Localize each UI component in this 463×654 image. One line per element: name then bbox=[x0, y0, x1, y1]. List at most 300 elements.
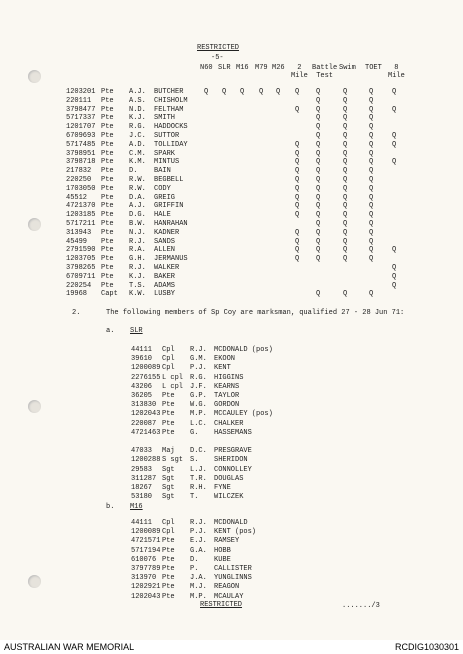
service-number: 3798718 bbox=[66, 158, 96, 167]
service-number: 220111 bbox=[66, 96, 92, 105]
surname: BAKER bbox=[154, 272, 176, 281]
rank: Pte bbox=[101, 105, 114, 114]
surname: MCDONALD bbox=[214, 519, 248, 527]
qualified-mark: Q bbox=[316, 96, 321, 105]
surname: KENT (pos) bbox=[214, 528, 257, 537]
classification-footer: RESTRICTED bbox=[200, 601, 243, 609]
rank: Pte bbox=[101, 158, 114, 167]
initials: D.G. bbox=[129, 211, 146, 220]
qualified-mark: Q bbox=[295, 149, 300, 158]
qualified-mark: Q bbox=[392, 140, 397, 149]
surname: SUTTOR bbox=[154, 132, 180, 140]
service-number: 2791590 bbox=[66, 246, 96, 255]
initials: P. bbox=[190, 565, 199, 573]
archive-name: AUSTRALIAN WAR MEMORIAL bbox=[4, 642, 135, 652]
service-number: 5717337 bbox=[66, 114, 96, 123]
initials: W.G. bbox=[190, 401, 207, 410]
qualified-mark: Q bbox=[316, 167, 321, 176]
surname: GREIG bbox=[154, 193, 176, 202]
surname: RAMSEY bbox=[214, 537, 240, 546]
qualified-mark: Q bbox=[369, 123, 374, 132]
rank: Pte bbox=[162, 546, 175, 555]
qualified-mark: Q bbox=[316, 114, 321, 123]
surname: WILCZEK bbox=[214, 493, 244, 502]
qualified-mark: Q bbox=[259, 88, 264, 96]
punch-hole bbox=[28, 70, 41, 83]
rank: Pte bbox=[101, 272, 114, 281]
qualified-mark: Q bbox=[369, 176, 374, 184]
qualified-mark: Q bbox=[343, 149, 348, 158]
rank: Pte bbox=[101, 255, 114, 264]
qualified-mark: Q bbox=[276, 88, 281, 96]
qualified-mark: Q bbox=[392, 132, 397, 140]
surname: SHERIDON bbox=[214, 456, 248, 465]
qualified-mark: Q bbox=[316, 228, 321, 237]
initials: L.C. bbox=[190, 419, 207, 428]
surname: HASSEMANS bbox=[214, 428, 252, 437]
qualified-mark: Q bbox=[316, 184, 321, 193]
qualified-mark: Q bbox=[343, 290, 348, 299]
qualified-mark: Q bbox=[369, 140, 374, 149]
service-number: 44111 bbox=[131, 519, 153, 527]
surname: HOBB bbox=[214, 546, 231, 555]
rank: Pte bbox=[162, 401, 175, 410]
archive-footer bbox=[0, 640, 463, 654]
qualified-mark: Q bbox=[369, 237, 374, 246]
initials: A.S. bbox=[129, 96, 146, 105]
rank: Pte bbox=[101, 193, 114, 202]
qualified-mark: Q bbox=[295, 202, 300, 211]
initials: G.P. bbox=[190, 392, 207, 400]
service-number: 1200089 bbox=[131, 528, 161, 537]
rank: Sgt bbox=[162, 493, 175, 502]
rank: Pte bbox=[101, 281, 114, 290]
rank: Sgt bbox=[162, 465, 175, 474]
qualified-mark: Q bbox=[369, 88, 374, 96]
service-number: 1200288 bbox=[131, 456, 161, 465]
service-number: 220087 bbox=[131, 419, 157, 428]
rank: L cpl bbox=[162, 382, 184, 391]
initials: R.G. bbox=[190, 373, 207, 382]
service-number: 5717211 bbox=[66, 220, 96, 228]
qualified-mark: Q bbox=[316, 193, 321, 202]
surname: CHALKER bbox=[214, 419, 244, 428]
qualified-mark: Q bbox=[343, 246, 348, 255]
qualified-mark: Q bbox=[343, 211, 348, 220]
initials: A.D. bbox=[129, 140, 146, 149]
surname: HIGGINS bbox=[214, 373, 244, 382]
qualified-mark: Q bbox=[392, 105, 397, 114]
service-number: 1703050 bbox=[66, 184, 96, 193]
rank: Maj bbox=[162, 447, 175, 456]
initials: N.J. bbox=[129, 228, 146, 237]
qualified-mark: Q bbox=[240, 88, 245, 96]
surname: FYNE bbox=[214, 484, 231, 492]
qualified-mark: Q bbox=[343, 96, 348, 105]
surname: CODY bbox=[154, 184, 171, 193]
column-header: 2 Mile bbox=[291, 64, 308, 80]
rank: Pte bbox=[101, 264, 114, 272]
initials: P.J. bbox=[190, 364, 207, 373]
qualified-mark: Q bbox=[369, 202, 374, 211]
surname: BAIN bbox=[154, 167, 171, 176]
surname: TAYLOR bbox=[214, 392, 240, 400]
qualified-mark: Q bbox=[295, 176, 300, 184]
initials: C.M. bbox=[129, 149, 146, 158]
surname: CALLISTER bbox=[214, 565, 252, 573]
rank: Cpl bbox=[162, 364, 175, 373]
rank: Sgt bbox=[162, 474, 175, 483]
qualified-mark: Q bbox=[343, 176, 348, 184]
surname: HADDOCKS bbox=[154, 123, 188, 132]
initials: R.J. bbox=[129, 237, 146, 246]
qualified-mark: Q bbox=[316, 237, 321, 246]
surname: BUTCHER bbox=[154, 88, 184, 96]
column-header: TOET bbox=[365, 64, 382, 72]
service-number: 1202043 bbox=[131, 410, 161, 419]
qualified-mark: Q bbox=[316, 211, 321, 220]
qualified-mark: Q bbox=[369, 193, 374, 202]
initials: M.P. bbox=[190, 592, 207, 601]
page-number: -5- bbox=[211, 54, 224, 62]
service-number: 6709693 bbox=[66, 132, 96, 140]
qualified-mark: Q bbox=[204, 88, 209, 96]
initials: R.A. bbox=[129, 246, 146, 255]
service-number: 313943 bbox=[66, 228, 92, 237]
surname: KEARNS bbox=[214, 382, 240, 391]
qualified-mark: Q bbox=[316, 149, 321, 158]
qualified-mark: Q bbox=[369, 105, 374, 114]
service-number: 3798951 bbox=[66, 149, 96, 158]
qualified-mark: Q bbox=[295, 211, 300, 220]
service-number: 6709711 bbox=[66, 272, 96, 281]
initials: D.A. bbox=[129, 193, 146, 202]
qualified-mark: Q bbox=[392, 158, 397, 167]
qualified-mark: Q bbox=[343, 202, 348, 211]
qualified-mark: Q bbox=[222, 88, 227, 96]
surname: CONNOLLEY bbox=[214, 465, 252, 474]
qualified-mark: Q bbox=[316, 105, 321, 114]
surname: SMITH bbox=[154, 114, 176, 123]
qualified-mark: Q bbox=[343, 114, 348, 123]
service-number: 36205 bbox=[131, 392, 153, 400]
para-number: 2. bbox=[72, 309, 81, 317]
service-number: 217832 bbox=[66, 167, 92, 176]
rank: Pte bbox=[162, 392, 175, 400]
initials: L.J. bbox=[190, 465, 207, 474]
service-number: 311287 bbox=[131, 474, 157, 483]
initials: G. bbox=[190, 428, 199, 437]
qualified-mark: Q bbox=[295, 167, 300, 176]
qualified-mark: Q bbox=[392, 246, 397, 255]
surname: ALLEN bbox=[154, 246, 176, 255]
qualified-mark: Q bbox=[343, 105, 348, 114]
service-number: 313830 bbox=[131, 401, 157, 410]
initials: K.J. bbox=[129, 272, 146, 281]
qualified-mark: Q bbox=[369, 220, 374, 228]
surname: DOUGLAS bbox=[214, 474, 244, 483]
rank: Pte bbox=[101, 88, 114, 96]
qualified-mark: Q bbox=[369, 228, 374, 237]
qualified-mark: Q bbox=[369, 290, 374, 299]
initials: D.C. bbox=[190, 447, 207, 456]
initials: T. bbox=[190, 493, 199, 502]
rank: Cpl bbox=[162, 519, 175, 527]
initials: R.J. bbox=[129, 264, 146, 272]
surname: MCDONALD (pos) bbox=[214, 346, 273, 354]
service-number: 2276155 bbox=[131, 373, 161, 382]
qualified-mark: Q bbox=[343, 237, 348, 246]
surname: ADAMS bbox=[154, 281, 176, 290]
qualified-mark: Q bbox=[369, 149, 374, 158]
qualified-mark: Q bbox=[343, 132, 348, 140]
rank: Pte bbox=[162, 419, 175, 428]
service-number: 1201707 bbox=[66, 123, 96, 132]
initials: A.J. bbox=[129, 88, 146, 96]
qualified-mark: Q bbox=[316, 176, 321, 184]
qualified-mark: Q bbox=[295, 184, 300, 193]
qualified-mark: Q bbox=[316, 220, 321, 228]
service-number: 39610 bbox=[131, 355, 153, 364]
section-b-title: M16 bbox=[130, 503, 143, 511]
qualified-mark: Q bbox=[343, 140, 348, 149]
qualified-mark: Q bbox=[343, 167, 348, 176]
rank: Capt bbox=[101, 290, 118, 299]
surname: GRIFFIN bbox=[154, 202, 184, 211]
qualified-mark: Q bbox=[369, 255, 374, 264]
punch-hole bbox=[28, 218, 41, 231]
qualified-mark: Q bbox=[343, 193, 348, 202]
qualified-mark: Q bbox=[369, 211, 374, 220]
rank: Pte bbox=[101, 176, 114, 184]
rank: Pte bbox=[162, 428, 175, 437]
rank: S sgt bbox=[162, 456, 184, 465]
rank: Sgt bbox=[162, 484, 175, 492]
rank: Pte bbox=[162, 592, 175, 601]
rank: Pte bbox=[162, 574, 175, 583]
qualified-mark: Q bbox=[369, 167, 374, 176]
initials: K.M. bbox=[129, 158, 146, 167]
rank: Pte bbox=[101, 96, 114, 105]
service-number: 18267 bbox=[131, 484, 153, 492]
initials: M.P. bbox=[190, 410, 207, 419]
qualified-mark: Q bbox=[369, 158, 374, 167]
service-number: 610076 bbox=[131, 555, 157, 564]
service-number: 19968 bbox=[66, 290, 88, 299]
surname: JERMANUS bbox=[154, 255, 188, 264]
rank: Cpl bbox=[162, 528, 175, 537]
service-number: 5717194 bbox=[131, 546, 161, 555]
rank: Pte bbox=[101, 184, 114, 193]
surname: SPARK bbox=[154, 149, 176, 158]
qualified-mark: Q bbox=[343, 88, 348, 96]
initials: B.W. bbox=[129, 220, 146, 228]
qualified-mark: Q bbox=[316, 255, 321, 264]
service-number: 3798265 bbox=[66, 264, 96, 272]
surname: KENT bbox=[214, 364, 231, 373]
service-number: 1202921 bbox=[131, 583, 161, 592]
column-header: M16 bbox=[236, 64, 249, 72]
rank: Pte bbox=[101, 246, 114, 255]
surname: KADNER bbox=[154, 228, 180, 237]
initials: K.W. bbox=[129, 290, 146, 299]
qualified-mark: Q bbox=[316, 290, 321, 299]
qualified-mark: Q bbox=[295, 255, 300, 264]
rank: Pte bbox=[101, 202, 114, 211]
column-header: M79 bbox=[255, 64, 268, 72]
initials: E.J. bbox=[190, 537, 207, 546]
qualified-mark: Q bbox=[392, 264, 397, 272]
rank: Pte bbox=[162, 565, 175, 573]
qualified-mark: Q bbox=[392, 272, 397, 281]
rank: Pte bbox=[101, 132, 114, 140]
surname: FELTHAM bbox=[154, 105, 184, 114]
initials: G.H. bbox=[129, 255, 146, 264]
qualified-mark: Q bbox=[316, 158, 321, 167]
surname: SANDS bbox=[154, 237, 176, 246]
surname: YUNGLINNS bbox=[214, 574, 252, 583]
initials: R.G. bbox=[129, 123, 146, 132]
column-header: Battle Test bbox=[312, 64, 338, 80]
surname: HANRAHAN bbox=[154, 220, 188, 228]
column-header: M26 bbox=[272, 64, 285, 72]
surname: MINTUS bbox=[154, 158, 180, 167]
service-number: 45512 bbox=[66, 193, 88, 202]
initials: M.J. bbox=[190, 583, 207, 592]
service-number: 220250 bbox=[66, 176, 92, 184]
qualified-mark: Q bbox=[343, 228, 348, 237]
column-header: 8 Mile bbox=[388, 64, 405, 80]
initials: J.C. bbox=[129, 132, 146, 140]
punch-hole bbox=[28, 400, 41, 413]
service-number: 5717485 bbox=[66, 140, 96, 149]
initials: G.A. bbox=[190, 546, 207, 555]
service-number: 53180 bbox=[131, 493, 153, 502]
rank: Cpl bbox=[162, 346, 175, 354]
rank: Pte bbox=[162, 537, 175, 546]
surname: CHISHOLM bbox=[154, 96, 188, 105]
initials: J.F. bbox=[190, 382, 207, 391]
qualified-mark: Q bbox=[295, 228, 300, 237]
qualified-mark: Q bbox=[295, 140, 300, 149]
surname: BEGBELL bbox=[154, 176, 184, 184]
initials: T.R. bbox=[190, 474, 207, 483]
qualified-mark: Q bbox=[316, 88, 321, 96]
qualified-mark: Q bbox=[343, 220, 348, 228]
rank: L cpl bbox=[162, 373, 184, 382]
column-header: Swim bbox=[339, 64, 356, 72]
surname: REAGON bbox=[214, 583, 240, 592]
qualified-mark: Q bbox=[369, 184, 374, 193]
initials: A.J. bbox=[129, 202, 146, 211]
initials: G.M. bbox=[190, 355, 207, 364]
rank: Pte bbox=[162, 410, 175, 419]
column-header: N60 bbox=[200, 64, 213, 72]
surname: MCCAULEY (pos) bbox=[214, 410, 273, 419]
initials: T.S. bbox=[129, 281, 146, 290]
rank: Pte bbox=[101, 228, 114, 237]
initials: R.W. bbox=[129, 184, 146, 193]
rank: Pte bbox=[101, 237, 114, 246]
rank: Pte bbox=[101, 114, 114, 123]
para-text: The following members of Sp Coy are marksman, qualified 27 - 28 Jun 71: bbox=[106, 309, 405, 317]
service-number: 4721463 bbox=[131, 428, 161, 437]
qualified-mark: Q bbox=[295, 237, 300, 246]
initials: R.J. bbox=[190, 519, 207, 527]
qualified-mark: Q bbox=[295, 246, 300, 255]
rank: Pte bbox=[101, 140, 114, 149]
qualified-mark: Q bbox=[392, 281, 397, 290]
initials: K.J. bbox=[129, 114, 146, 123]
service-number: 1203185 bbox=[66, 211, 96, 220]
surname: LUSBY bbox=[154, 290, 176, 299]
initials: R.J. bbox=[190, 346, 207, 354]
surname: HALE bbox=[154, 211, 171, 220]
surname: PRESGRAVE bbox=[214, 447, 252, 456]
rank: Pte bbox=[101, 123, 114, 132]
service-number: 45499 bbox=[66, 237, 88, 246]
rank: Cpl bbox=[162, 355, 175, 364]
classification-header: RESTRICTED bbox=[197, 44, 240, 52]
initials: D. bbox=[129, 167, 138, 176]
section-a-label: a. bbox=[106, 327, 115, 335]
qualified-mark: Q bbox=[343, 123, 348, 132]
service-number: 47033 bbox=[131, 447, 153, 456]
service-number: 1202043 bbox=[131, 592, 161, 601]
qualified-mark: Q bbox=[295, 88, 300, 96]
qualified-mark: Q bbox=[369, 246, 374, 255]
qualified-mark: Q bbox=[295, 158, 300, 167]
column-header: SLR bbox=[218, 64, 231, 72]
initials: J.A. bbox=[190, 574, 207, 583]
initials: S. bbox=[190, 456, 199, 465]
service-number: 3797789 bbox=[131, 565, 161, 573]
surname: EKOON bbox=[214, 355, 236, 364]
rank: Pte bbox=[101, 167, 114, 176]
qualified-mark: Q bbox=[316, 123, 321, 132]
service-number: 220254 bbox=[66, 281, 92, 290]
qualified-mark: Q bbox=[295, 105, 300, 114]
punch-hole bbox=[28, 575, 41, 588]
rank: Pte bbox=[162, 583, 175, 592]
surname: GORDON bbox=[214, 401, 240, 410]
service-number: 4721571 bbox=[131, 537, 161, 546]
qualified-mark: Q bbox=[316, 132, 321, 140]
surname: TOLLIDAY bbox=[154, 140, 188, 149]
qualified-mark: Q bbox=[369, 132, 374, 140]
initials: D. bbox=[190, 555, 199, 564]
service-number: 1203201 bbox=[66, 88, 96, 96]
initials: R.H. bbox=[190, 484, 207, 492]
rank: Pte bbox=[101, 149, 114, 158]
initials: R.W. bbox=[129, 176, 146, 184]
surname: KUBE bbox=[214, 555, 231, 564]
service-number: 313970 bbox=[131, 574, 157, 583]
service-number: 1200089 bbox=[131, 364, 161, 373]
rank: Pte bbox=[101, 211, 114, 220]
rank: Pte bbox=[101, 220, 114, 228]
service-number: 3798477 bbox=[66, 105, 96, 114]
surname: MCAULAY bbox=[214, 592, 244, 601]
qualified-mark: Q bbox=[369, 96, 374, 105]
section-b-label: b. bbox=[106, 503, 115, 511]
service-number: 4721370 bbox=[66, 202, 96, 211]
qualified-mark: Q bbox=[343, 158, 348, 167]
service-number: 43206 bbox=[131, 382, 153, 391]
initials: N.D. bbox=[129, 105, 146, 114]
qualified-mark: Q bbox=[295, 193, 300, 202]
qualified-mark: Q bbox=[343, 255, 348, 264]
